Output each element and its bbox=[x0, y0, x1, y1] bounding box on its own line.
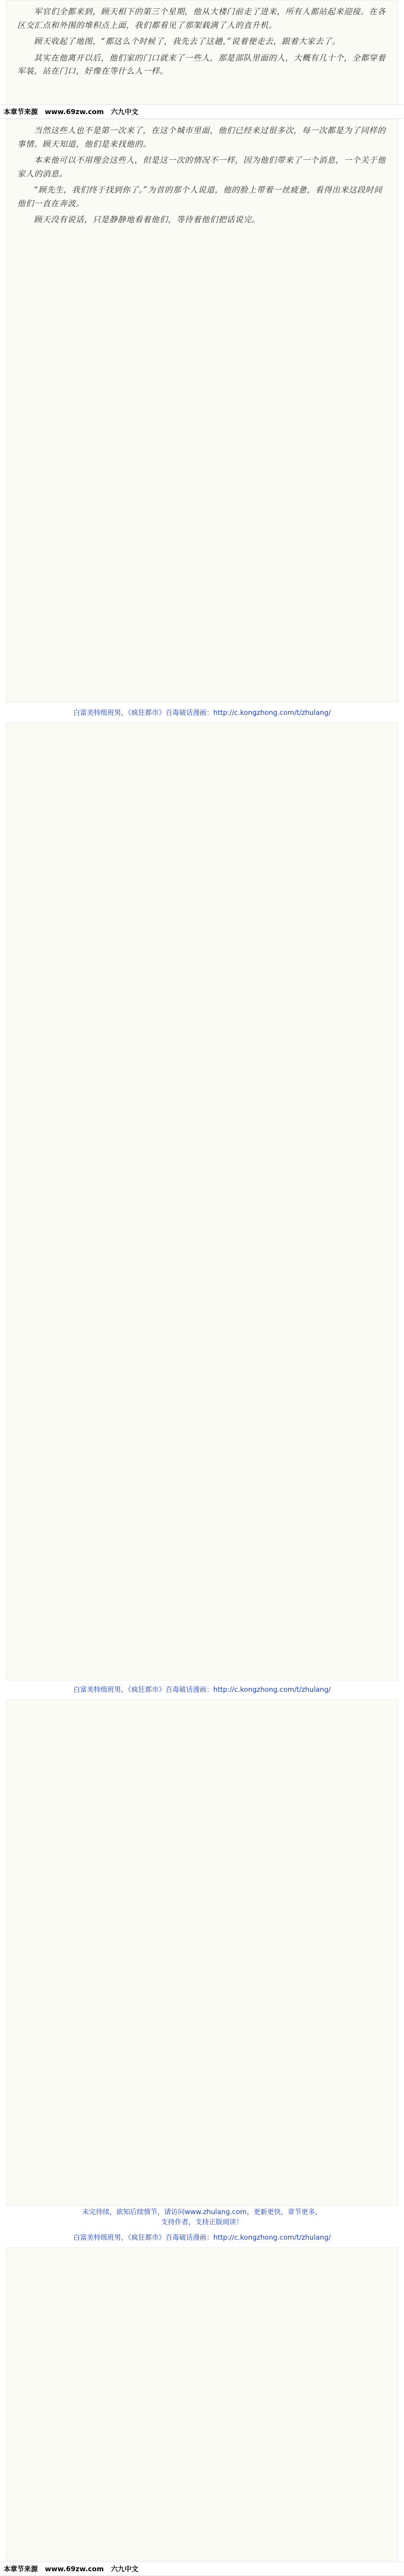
paragraph: 当然这些人也不是第一次来了，在这个城市里面，他们已经来过很多次，每一次都是为了同样的事情。顾天知道，他们是来找他的。 bbox=[17, 126, 386, 149]
paragraph: 军官们全都来到，顾天相下的第三个星期，他从大楼门前走了进来，所有人都站起来迎接。在各区交汇点和外围的堆积点上面，我们都看见了那架载满了人的直升机。 bbox=[17, 7, 386, 30]
ad-line[interactable] bbox=[0, 1682, 404, 1697]
source-banner bbox=[0, 105, 404, 119]
source-banner bbox=[0, 2562, 404, 2576]
ad-line[interactable] bbox=[0, 2230, 404, 2245]
ad-notice-line-2: 支持作者，支持正版阅读！ bbox=[161, 2218, 243, 2226]
manuscript-text bbox=[7, 1, 397, 85]
paragraph: 本来他可以不用理会这些人，但是这一次的情况不一样，因为他们带来了一个消息，一个关于他家人的消息。 bbox=[17, 156, 386, 179]
ad-notice-line-1[interactable]: 未完待续，欲知后续情节，请访问www.zhulang.com，更新更快，章节更多， bbox=[82, 2208, 322, 2216]
manuscript-page-1 bbox=[6, 0, 398, 106]
source-url[interactable]: www.69zw.com bbox=[45, 2565, 104, 2573]
ad-link[interactable]: 白富美特级班男，《疯狂都市》百毒破话漫画：http://c.kongzhong.com/t/zhulang/ bbox=[73, 2233, 331, 2241]
ad-link[interactable]: 白富美特级班男，《疯狂都市》百毒破话漫画：http://c.kongzhong.com/t/zhulang/ bbox=[73, 1685, 331, 1694]
paragraph: 顾天没有说话，只是静静地看着他们，等待着他们把话说完。 bbox=[34, 215, 260, 225]
source-label: 本章节来源 bbox=[4, 2565, 38, 2573]
source-url[interactable]: www.69zw.com bbox=[45, 108, 104, 116]
source-suffix: 六九中文 bbox=[111, 108, 138, 116]
paragraph: 顾天收起了地图，“都这么个时候了，我先去了这趟，”说着便走去，跟着大家去了。 bbox=[34, 37, 340, 46]
ad-notice[interactable] bbox=[0, 2207, 404, 2227]
ad-link[interactable]: 白富美特级班男，《疯狂都市》百毒破话漫画：http://c.kongzhong.com/t/zhulang/ bbox=[73, 708, 331, 717]
manuscript-page-2 bbox=[6, 119, 398, 702]
manuscript-page-4 bbox=[6, 1700, 398, 2206]
ad-line[interactable] bbox=[0, 705, 404, 720]
manuscript-page-5 bbox=[6, 2247, 398, 2561]
manuscript-text bbox=[7, 119, 397, 234]
paragraph: “顾先生，我们终于找到你了。”为首的那个人说道，他的脸上带着一丝疲惫，看得出来这段时间他们一直在奔波。 bbox=[17, 185, 383, 209]
manuscript-page-3 bbox=[6, 723, 398, 1680]
paragraph: 其实在他离开以后，他们家的门口就来了一些人，那是部队里面的人，大概有几十个，全都穿着军装，站在门口，好像在等什么人一样。 bbox=[17, 53, 386, 76]
source-suffix: 六九中文 bbox=[111, 2565, 138, 2573]
source-label: 本章节来源 bbox=[4, 108, 38, 116]
